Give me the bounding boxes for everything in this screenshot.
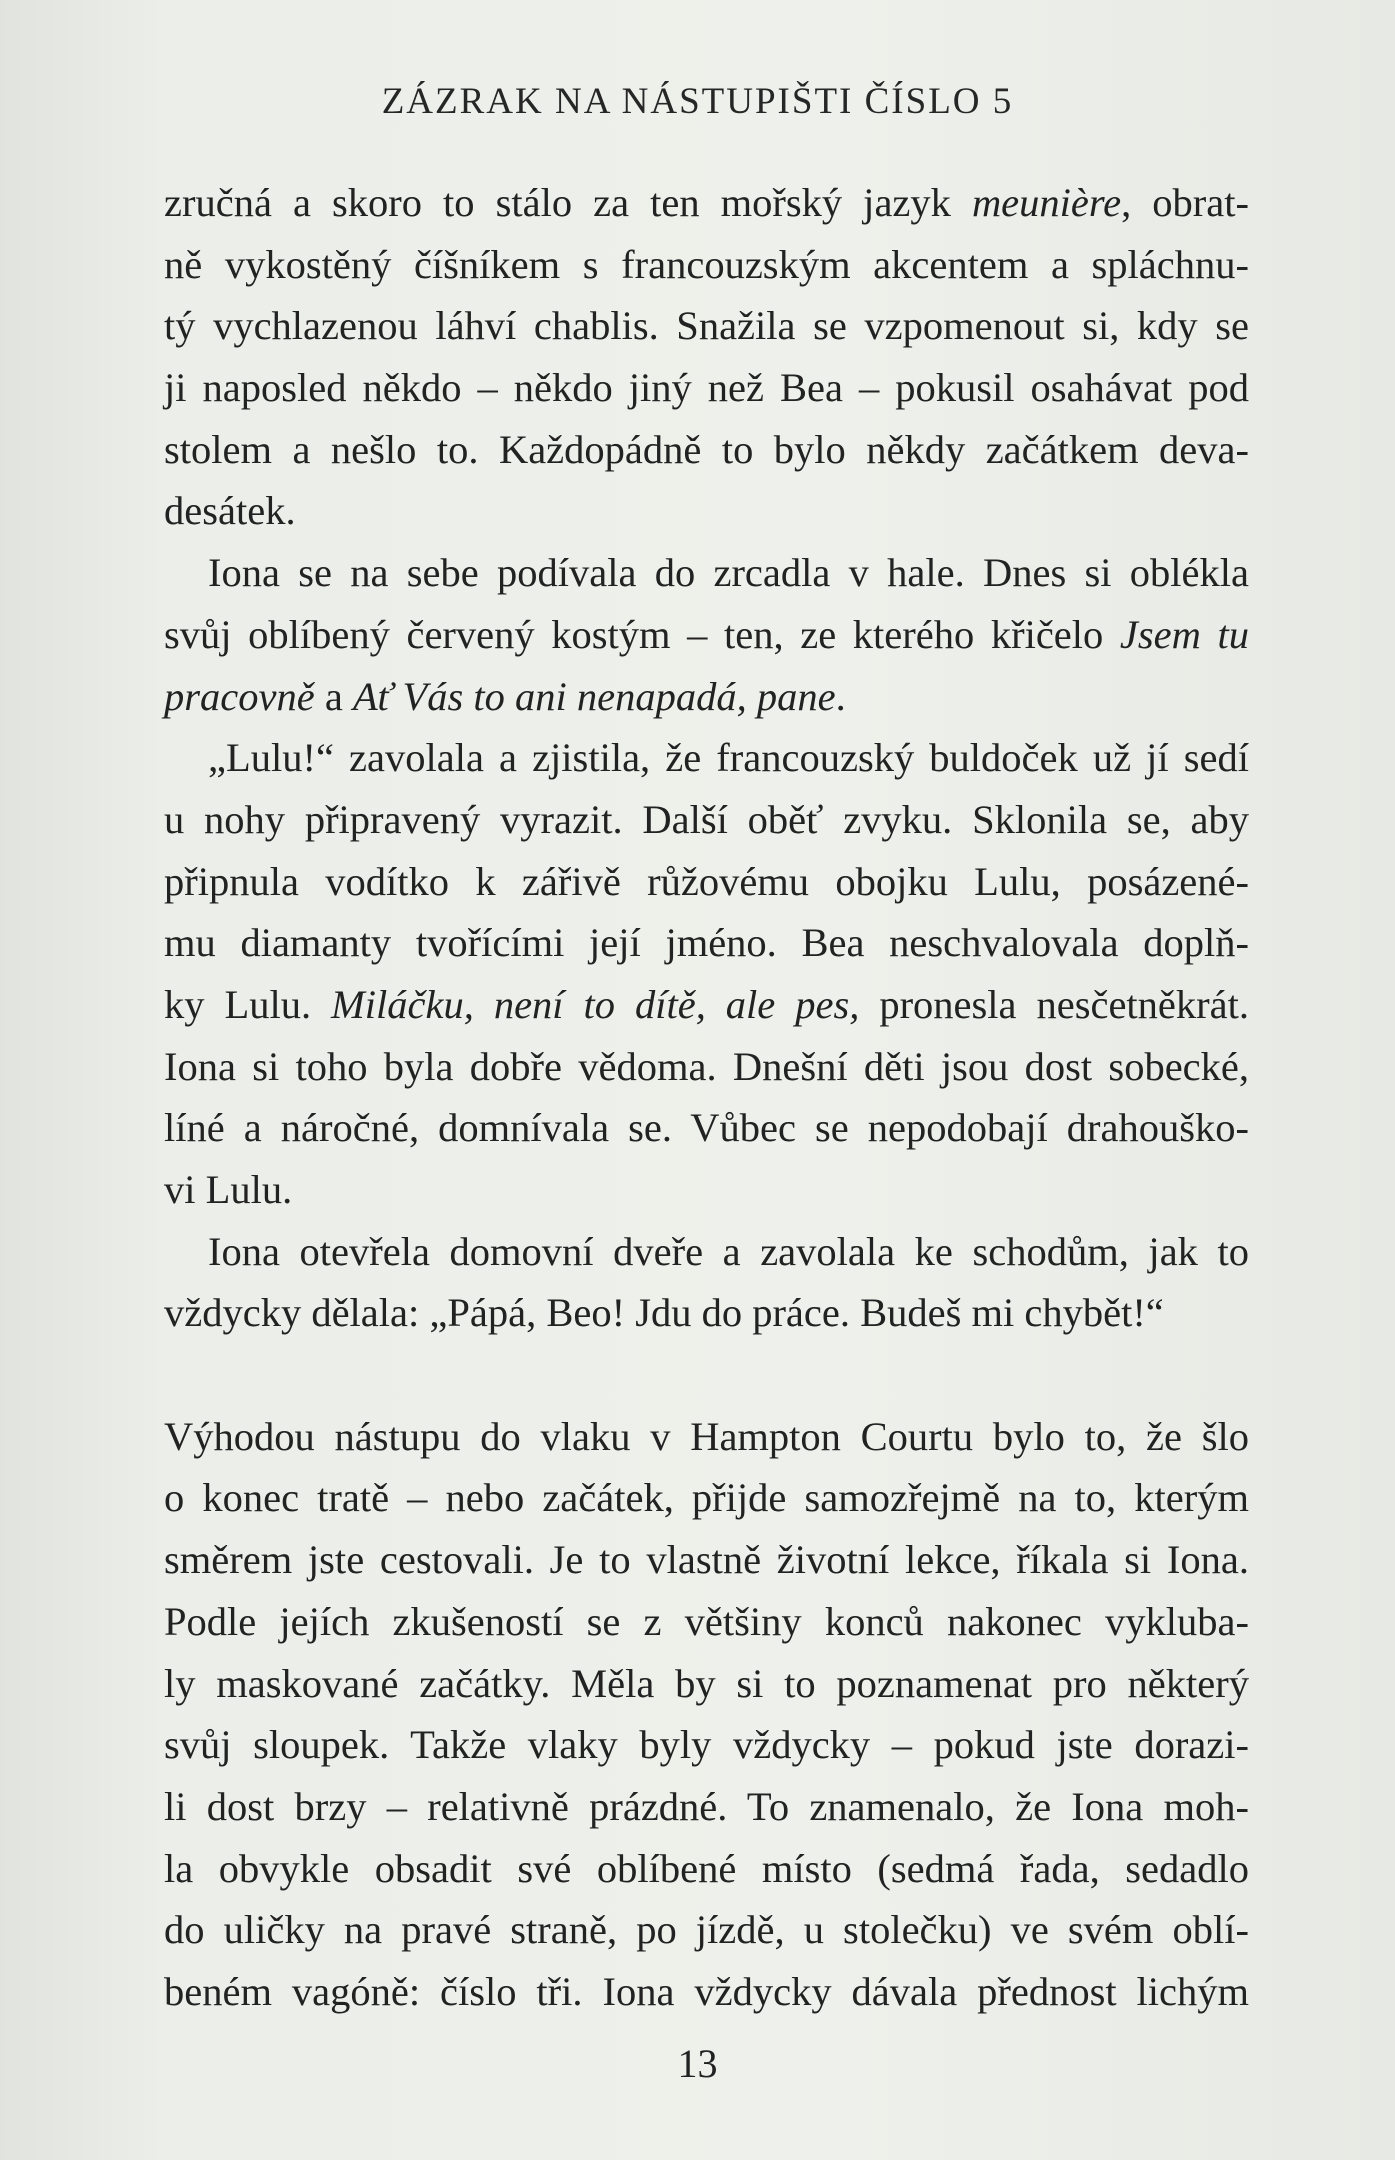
text-line: la obvykle obsadit své oblíbené místo (sedmá řada, sedadlo — [164, 1845, 1249, 1891]
text-line: li dost brzy – relativně prázdné. To znamenalo, že Iona moh- — [164, 1783, 1249, 1829]
body-text — [164, 172, 1249, 2023]
text-line: u nohy připravený vyrazit. Další oběť zvyku. Sklonila se, aby — [164, 796, 1249, 842]
text-line: ky Lulu. Miláčku, není to dítě, ale pes, pronesla nesčetněkrát. — [164, 981, 1249, 1027]
text-line: zručná a skoro to stálo za ten mořský jazyk meunière, obrat- — [164, 180, 1249, 225]
text-line: tý vychlazenou láhví chablis. Snažila se vzpomenout si, kdy se — [164, 303, 1249, 349]
text-line: ly maskované začátky. Měla by si to poznamenat pro některý — [164, 1660, 1249, 1706]
text-line: připnula vodítko k zářivě růžovému obojku Lulu, posázené- — [164, 858, 1249, 904]
text-line: Výhodou nástupu do vlaku v Hampton Courtu bylo to, že šlo — [164, 1413, 1249, 1459]
text-line: „Lulu!“ zavolala a zjistila, že francouzský buldoček už jí sedí — [208, 735, 1249, 781]
text-line: Iona si toho byla dobře vědoma. Dnešní děti jsou dost sobecké, — [164, 1043, 1249, 1089]
text-line: vždycky dělala: „Pápá, Beo! Jdu do práce. Budeš mi chybět!“ — [164, 1290, 1164, 1336]
text-line: pracovně a Ať Vás to ani nenapadá, pane. — [164, 673, 846, 719]
text-line: směrem jste cestovali. Je to vlastně životní lekce, říkala si Iona. — [164, 1537, 1249, 1583]
page-number: 13 — [677, 2041, 718, 2086]
text-line: ně vykostěný číšníkem s francouzským akcentem a spláchnu- — [164, 241, 1249, 287]
text-line: Iona se na sebe podívala do zrcadla v hale. Dnes si oblékla — [208, 550, 1249, 596]
text-line: vi Lulu. — [164, 1167, 293, 1212]
text-line: svůj oblíbený červený kostým – ten, ze kterého křičelo Jsem tu — [164, 611, 1249, 657]
text-line: ji naposled někdo – někdo jiný než Bea – pokusil osahávat pod — [164, 365, 1249, 411]
text-line: Iona otevřela domovní dveře a zavolala ke schodům, jak to — [208, 1228, 1249, 1274]
text-line: do uličky na pravé straně, po jízdě, u stolečku) ve svém oblí- — [164, 1907, 1249, 1953]
text-line: mu diamanty tvořícími její jméno. Bea neschvalovala doplň- — [164, 920, 1249, 966]
text-line: stolem a nešlo to. Každopádně to bylo někdy začátkem deva- — [164, 426, 1249, 472]
section-break — [164, 1344, 1249, 1406]
text-line: o konec tratě – nebo začátek, přijde samozřejmě na to, kterým — [164, 1475, 1249, 1521]
running-header: ZÁZRAK NA NÁSTUPIŠTI ČÍSLO 5 — [381, 81, 1014, 122]
text-line: svůj sloupek. Takže vlaky byly vždycky – pokud jste dorazi- — [164, 1722, 1249, 1768]
text-line: desátek. — [164, 488, 296, 534]
text-line: líné a náročné, domnívala se. Vůbec se nepodobají drahouško- — [164, 1105, 1249, 1151]
text-line: beném vagóně: číslo tři. Iona vždycky dávala přednost lichým — [164, 1968, 1249, 2014]
text-line: Podle jejích zkušeností se z většiny konců nakonec vykluba- — [164, 1598, 1249, 1644]
